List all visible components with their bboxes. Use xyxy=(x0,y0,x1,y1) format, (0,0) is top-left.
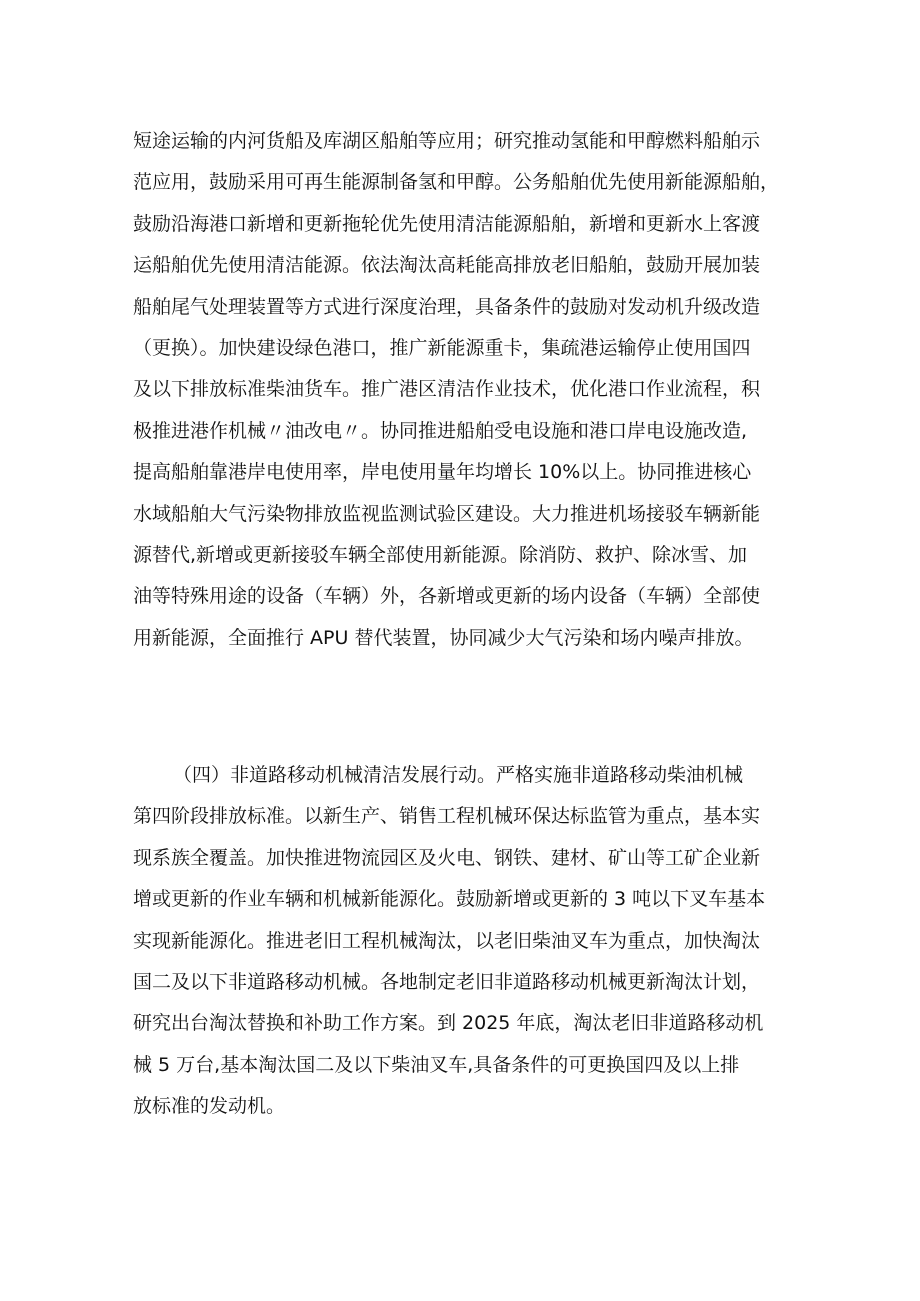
text-line: 用新能源，全面推行 APU 替代装置，协同减少大气污染和场内噪声排放。 xyxy=(133,626,754,649)
text-line: 源替代,新增或更新接驳车辆全部使用新能源。除消防、救护、除冰雪、加 xyxy=(133,543,748,566)
paragraph-ship-port-airport xyxy=(133,121,813,659)
text-line: 水域船舶大气污染物排放监视监测试验区建设。大力推进机场接驳车辆新能 xyxy=(133,502,761,525)
text-line: （更换）。加快建设绿色港口，推广新能源重卡，集疏港运输停止使用国四 xyxy=(133,336,751,359)
text-line: 国二及以下非道路移动机械。各地制定老旧非道路移动机械更新淘汰计划， xyxy=(133,970,761,993)
text-line: 增或更新的作业车辆和机械新能源化。鼓励新增或更新的 3 吨以下叉车基本 xyxy=(133,888,766,911)
text-line: 极推进港作机械〃油改电〃。协同推进船舶受电设施和港口岸电设施改造, xyxy=(133,419,748,442)
text-line: 现系族全覆盖。加快推进物流园区及火电、钢铁、建材、矿山等工矿企业新 xyxy=(133,846,761,869)
text-line: 第四阶段排放标准。以新生产、销售工程机械环保达标监管为重点，基本实 xyxy=(133,805,761,828)
text-line: 放标准的发动机。 xyxy=(133,1095,286,1118)
text-line: 研究出台淘汰替换和补助工作方案。到 2025 年底，淘汰老旧非道路移动机 xyxy=(133,1012,764,1035)
section-heading-line: （四）非道路移动机械清洁发展行动。严格实施非道路移动柴油机械 xyxy=(173,764,744,786)
paragraph-nonroad-machinery xyxy=(133,755,813,1128)
text-line: 及以下排放标准柴油货车。推广港区清洁作业技术，优化港口作业流程，积 xyxy=(133,378,761,401)
text-line: 实现新能源化。推进老旧工程机械淘汰，以老旧柴油叉车为重点，加快淘汰 xyxy=(133,929,761,952)
text-line: 船舶尾气处理装置等方式进行深度治理，具备条件的鼓励对发动机升级改造 xyxy=(133,295,761,318)
text-line: 范应用，鼓励采用可再生能源制备氢和甲醇。公务船舶优先使用新能源船舶， xyxy=(133,171,780,194)
text-line: 油等特殊用途的设备（车辆）外，各新增或更新的场内设备（车辆）全部使 xyxy=(133,585,761,608)
text-line: 械 5 万台,基本淘汰国二及以下柴油叉车,具备条件的可更换国四及以上排 xyxy=(133,1053,740,1076)
text-line: 运船舶优先使用清洁能源。依法淘汰高耗能高排放老旧船舶，鼓励开展加装 xyxy=(133,254,761,277)
text-line: 提高船舶靠港岸电使用率，岸电使用量年均增长 10%以上。协同推进核心 xyxy=(133,461,752,484)
text-line: 鼓励沿海港口新增和更新拖轮优先使用清洁能源船舶，新增和更新水上客渡 xyxy=(133,212,761,235)
text-line: 短途运输的内河货船及库湖区船舶等应用；研究推动氢能和甲醇燃料船舶示 xyxy=(133,130,761,152)
